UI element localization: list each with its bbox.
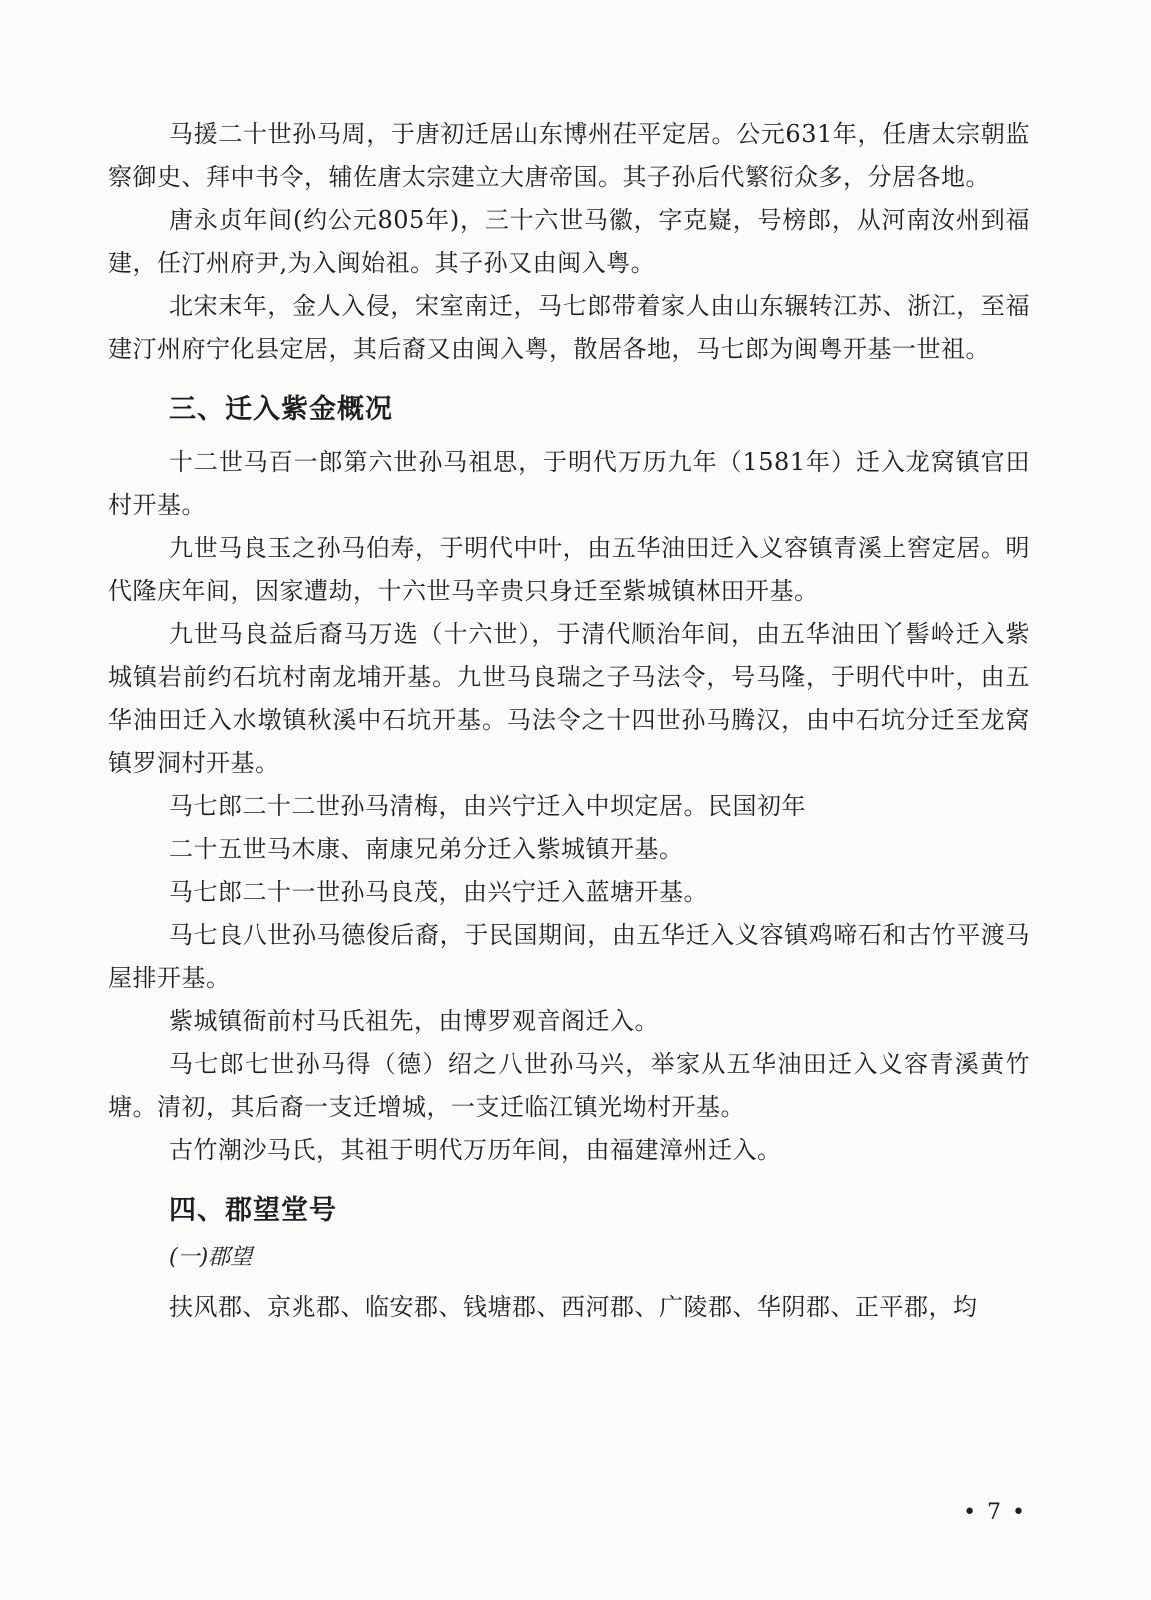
page-number: • 7 • — [963, 1500, 1027, 1525]
paragraph-junwang-list: 扶风郡、京兆郡、临安郡、钱塘郡、西河郡、广陵郡、华阴郡、正平郡，均 — [169, 1293, 978, 1321]
paragraph-ma-qilang: 北宋末年，金人入侵，宋室南迁，马七郎带着家人由山东辗转江苏、浙江，至福建汀州府宁化县定居，其后裔又由闽入粤，散居各地，马七郎为闽粤开基一世祖。 — [108, 292, 1030, 363]
paragraph-migration-2: 九世马良玉之孙马伯寿，于明代中叶，由五华油田迁入义容镇青溪上窖定居。明代隆庆年间，因家遭劫，十六世马辛贵只身迁至紫城镇林田开基。 — [108, 534, 1030, 605]
paragraph-migration-6: 马七郎二十一世孙马良茂，由兴宁迁入蓝塘开基。 — [169, 878, 708, 906]
section-heading-junwang: 四、郡望堂号 — [169, 1195, 337, 1226]
paragraph-ma-hui: 唐永贞年间(约公元805年)，三十六世马徽，字克嶷，号榜郎，从河南汝州到福建，任汀州府尹,为入闽始祖。其子孙又由闽入粤。 — [108, 206, 1030, 277]
paragraph-migration-8: 紫城镇衙前村马氏祖先，由博罗观音阁迁入。 — [169, 1007, 659, 1035]
subheading-junwang: (一)郡望 — [169, 1245, 253, 1270]
document-page — [108, 113, 1030, 1329]
paragraph-migration-4: 马七郎二十二世孙马清梅，由兴宁迁入中坝定居。民国初年 — [169, 792, 806, 820]
paragraph-ma-zhou: 马援二十世孙马周，于唐初迁居山东博州茌平定居。公元631年，任唐太宗朝监察御史、拜中书令，辅佐唐太宗建立大唐帝国。其子孙后代繁衍众多，分居各地。 — [108, 120, 1030, 191]
paragraph-migration-3: 九世马良益后裔马万选（十六世），于清代顺治年间，由五华油田丫髻岭迁入紫城镇岩前约石坑村南龙埔开基。九世马良瑞之子马法令，号马隆，于明代中叶，由五华油田迁入水墩镇秋溪中石坑开基。马法令之十四世孙马腾汉，由中石坑分迁至龙窝镇罗洞村开基。 — [108, 620, 1030, 777]
paragraph-migration-5: 二十五世马木康、南康兄弟分迁入紫城镇开基。 — [169, 835, 684, 863]
section-heading-migration: 三、迁入紫金概况 — [169, 394, 393, 425]
paragraph-migration-7: 马七良八世孙马德俊后裔，于民国期间，由五华迁入义容镇鸡啼石和古竹平渡马屋排开基。 — [108, 921, 1030, 992]
paragraph-migration-1: 十二世马百一郎第六世孙马祖思，于明代万历九年（1581年）迁入龙窝镇官田村开基。 — [108, 448, 1030, 519]
paragraph-migration-10: 古竹潮沙马氏，其祖于明代万历年间，由福建漳州迁入。 — [169, 1136, 782, 1164]
paragraph-migration-9: 马七郎七世孙马得（德）绍之八世孙马兴，举家从五华油田迁入义容青溪黄竹塘。清初，其后裔一支迁增城，一支迁临江镇光坳村开基。 — [108, 1050, 1030, 1121]
